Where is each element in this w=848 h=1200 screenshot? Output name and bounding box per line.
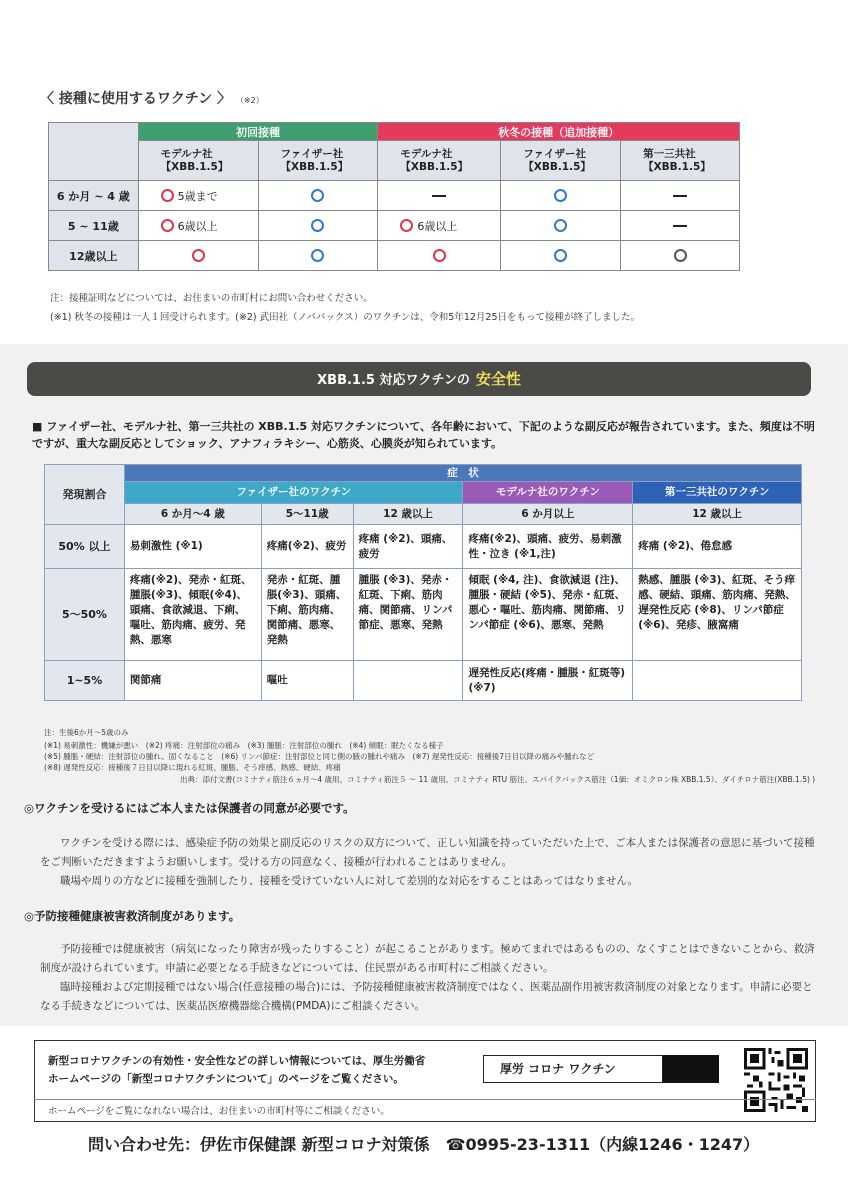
dash-icon (432, 195, 446, 197)
availability-cell (621, 211, 740, 241)
circle-icon (433, 249, 446, 262)
symptom-cell: 遅発性反応(疼痛・腫脹・紅斑等) (※7) (463, 661, 633, 701)
circle-icon (161, 219, 174, 232)
symptom-cell: 疼痛(※2)、疲労 (261, 525, 353, 569)
age-subheader: 12 歳以上 (633, 504, 802, 525)
table-row (45, 661, 802, 701)
table-row (45, 525, 802, 569)
symptom-cell (633, 661, 802, 701)
daiichi-header: 第一三共社のワクチン (633, 482, 802, 504)
corner-cell (49, 123, 139, 181)
safety-intro: ■ ファイザー社、モデルナ社、第一三共社の XBB.1.5 対応ワクチンについて、各年齢において、下記のような副反応が報告されています。また、頻度は不明ですが、重大な副反応としてショック、アナフィラキシー、心筋炎、心膜炎が知られています。 (32, 420, 815, 450)
cell-note: 5歳まで (177, 189, 218, 203)
symptom-cell: 疼痛 (※2)、頭痛、疲労 (353, 525, 463, 569)
safety-title-bar: XBB.1.5 対応ワクチンの 安全性 (27, 362, 811, 396)
availability-cell (138, 211, 258, 241)
circle-icon (161, 189, 174, 202)
availability-cell (378, 241, 501, 271)
rate-cell: 1~5% (45, 661, 125, 701)
maker-header: モデルナ社 【XBB.1.5】 (138, 141, 258, 181)
age-cell: 12歳以上 (49, 241, 139, 271)
symptom-cell: 疼痛 (※2)、倦怠感 (633, 525, 802, 569)
consent-heading: ◎ワクチンを受けるにはご本人または保護者の同意が必要です。 (24, 801, 355, 815)
footnote: 出典：添付文書(コミナティ筋注６ヵ月～4 歳用、コミナティ筋注５ ～ 11 歳用、コミナティ RTU 筋注、スパイクバックス筋注（1価：オミクロン株 XBB.1.5）、ダイチロナ筋注(XBB.1.5) ) (180, 775, 816, 784)
cell-note: 6歳以上 (177, 219, 218, 233)
group-autumn: 秋冬の接種（追加接種） (378, 123, 740, 141)
table-row (45, 569, 802, 661)
circle-icon (554, 189, 567, 202)
age-subheader: 6 か月～4 歳 (124, 504, 261, 525)
availability-cell (258, 211, 378, 241)
rate-header: 発現割合 (45, 465, 125, 525)
maker-header: ファイザー社 【XBB.1.5】 (501, 141, 621, 181)
symptom-cell: 関節痛 (124, 661, 261, 701)
availability-cell (258, 181, 378, 211)
circle-icon (674, 249, 687, 262)
availability-cell (378, 181, 501, 211)
availability-cell (138, 241, 258, 271)
availability-cell (258, 241, 378, 271)
side-effects-table (44, 464, 802, 701)
symptom-cell: 疼痛(※2)、頭痛、疲労、易刺激性・泣き (※1,注) (463, 525, 633, 569)
info-divider (34, 1099, 816, 1100)
rate-cell: 50% 以上 (45, 525, 125, 569)
search-button[interactable] (663, 1055, 719, 1083)
vaccine-note-2: (※1) 秋冬の接種は一人１回受けられます。(※2) 武田社（ノババックス）のワクチンは、令和5年12月25日をもって接種が終了しました。 (50, 312, 641, 323)
pfizer-header: ファイザー社のワクチン (124, 482, 463, 504)
symptom-cell: 熱感、腫脹 (※3)、紅斑、そう痒感、硬結、頭痛、筋肉痛、発熱、遅発性反応 (※8)、リンパ節症 (※6)、発疹、腋窩痛 (633, 569, 802, 661)
symptom-cell (353, 661, 463, 701)
availability-cell (138, 181, 258, 211)
circle-icon (311, 249, 324, 262)
age-cell: 5 ~ 11歳 (49, 211, 139, 241)
relief-paragraph-2: 臨時接種および定期接種ではない場合(任意接種の場合)には、予防接種健康被害救済制度ではなく、医薬品副作用被害救済制度の対象となります。申請に必要となる手続きなどについては、医薬品医療機器総合機構(PMDA)にご相談ください。 (40, 981, 813, 1012)
age-subheader: 5～11歳 (261, 504, 353, 525)
availability-cell (621, 181, 740, 211)
table-row (49, 181, 740, 211)
availability-cell (378, 211, 501, 241)
age-subheader: 6 か月以上 (463, 504, 633, 525)
symptom-cell: 疼痛(※2)、発赤・紅斑、腫脹(※3)、傾眠(※4)、頭痛、食欲減退、下痢、嘔吐、筋肉痛、疲労、発熱、悪寒 (124, 569, 261, 661)
circle-icon (192, 249, 205, 262)
moderna-header: モデルナ社のワクチン (463, 482, 633, 504)
vaccines-title: 〈 接種に使用するワクチン 〉 （※2） (40, 91, 264, 107)
info-text: 新型コロナワクチンの有効性・安全性などの詳しい情報については、厚生労働省 ホームページの「新型コロナワクチンについて」のページをご覧ください。 (48, 1055, 426, 1085)
cell-note: 6歳以上 (417, 219, 458, 233)
footnote: (※1) 易刺激性：機嫌が悪い (※2) 疼痛：注射部位の痛み (※3) 腫脹：注射部位の腫れ (※4) 傾眠：眠たくなる様子 (44, 741, 444, 750)
dash-icon (673, 195, 687, 197)
qr-code-icon (744, 1047, 808, 1113)
age-cell: 6 か月 ~ 4 歳 (49, 181, 139, 211)
maker-header: 第一三共社 【XBB.1.5】 (621, 141, 740, 181)
search-box[interactable]: 厚労 コロナ ワクチン (483, 1055, 663, 1083)
maker-header: モデルナ社 【XBB.1.5】 (378, 141, 501, 181)
info-small-text: ホームページをご覧になれない場合は、お住まいの市町村等にご相談ください。 (48, 1106, 390, 1117)
symptom-cell: 易刺激性 (※1) (124, 525, 261, 569)
symptom-cell: 傾眠 (※4, 注)、食欲減退 (注)、腫脹・硬結 (※5)、発赤・紅斑、悪心・嘔吐、筋肉痛、関節痛、リンパ節症 (※6)、悪寒、発熱 (463, 569, 633, 661)
consent-paragraph-2: 職場や周りの方などに接種を強制したり、接種を受けていない人に対して差別的な対応をすることはあってはなりません。 (60, 875, 639, 887)
age-subheader: 12 歳以上 (353, 504, 463, 525)
footnote: (※5) 腫脹・硬結：注射部位の腫れ、固くなること (※6) リンパ節症：注射部位と同じ側の腋の腫れや痛み (※7) 遅発性反応：接種後7日目以降の痛みや腫れなど (44, 752, 595, 761)
circle-icon (311, 219, 324, 232)
relief-heading: ◎予防接種健康被害救済制度があります。 (24, 909, 241, 923)
circle-icon (400, 219, 413, 232)
symptom-cell: 嘔吐 (261, 661, 353, 701)
relief-paragraph-1: 予防接種では健康被害（病気になったり障害が残ったりすること）が起こることがあります。極めてまれではあるものの、なくすことはできないことから、救済制度が設けられています。申請に必要となる手続きなどについては、住民票がある市町村にご相談ください。 (40, 943, 815, 974)
vaccine-note-1: 注：接種証明などについては、お住まいの市町村にお問い合わせください。 (50, 293, 373, 304)
circle-icon (311, 189, 324, 202)
availability-cell (501, 211, 621, 241)
availability-cell (501, 241, 621, 271)
table-row (49, 241, 740, 271)
circle-icon (554, 249, 567, 262)
symptom-cell: 発赤・紅斑、腫脹(※3)、頭痛、下痢、筋肉痛、関節痛、悪寒、発熱 (261, 569, 353, 661)
table-row (49, 211, 740, 241)
consent-paragraph-1: ワクチンを受ける際には、感染症予防の効果と副反応のリスクの双方について、正しい知識を持っていただいた上で、ご本人または保護者の意思に基づいて接種をご判断いただきますようお願いします。受ける方の同意なく、接種が行われることはありません。 (40, 837, 815, 868)
availability-cell (501, 181, 621, 211)
symptom-header: 症 状 (124, 465, 801, 482)
contact-info: 問い合わせ先：伊佐市保健課 新型コロナ対策係 ☎0995-23-1311（内線1246・1247） (88, 1135, 760, 1154)
group-initial: 初回接種 (138, 123, 378, 141)
maker-header: ファイザー社 【XBB.1.5】 (258, 141, 378, 181)
availability-cell (621, 241, 740, 271)
rate-cell: 5～50% (45, 569, 125, 661)
footnote: 注：生後6か月～5歳のみ (44, 728, 129, 737)
vaccine-table (48, 122, 740, 271)
dash-icon (673, 225, 687, 227)
footnote: (※8) 遅発性反応：接種後７日目以降に現れる紅斑、腫脹、そう痒感、熱感、硬結、疼痛 (44, 763, 341, 772)
symptom-cell: 腫脹 (※3)、発赤・紅斑、下痢、筋肉痛、関節痛、リンパ節症、悪寒、発熱 (353, 569, 463, 661)
circle-icon (554, 219, 567, 232)
